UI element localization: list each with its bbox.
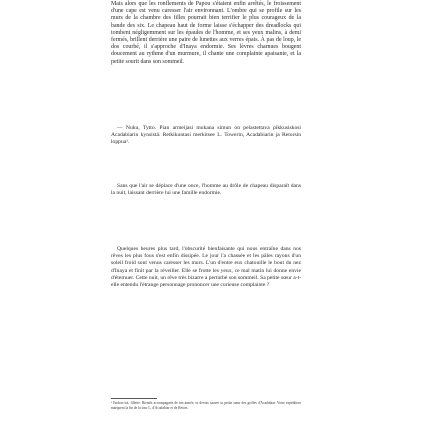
paragraph-text: — Nuku, Tytto. Pian armeijasi mukana simun on pelastettava pikkusiskosi Acadabiarin kynsistä. Retkikuntasi merkitsee L. Towerin, Acadabiarin ja Retorsin loppua¹. (111, 125, 301, 146)
paragraph-text: Sans que l'air se déplace d'une once, l'homme au drôle de chapeau disparaît dans la nuit, laissant derrière lui une famille endormie. (111, 183, 301, 197)
paragraph-opening (111, 1, 301, 66)
footnote-divider (111, 398, 157, 399)
paragraph-disappearance (111, 183, 301, 197)
paragraph-text: Mais alors que les ronflements de Papou s'étaient enfin arrêtés, le froissement d'une cape est venu caresser l'air environnant. L'ombre qui se profile sur les murs de la chambre des filles pourrait bien terrifier le plus courageux de la bande des six. Le chapeau haut de forme laisse s'échapper des dreadlocks qui tombent négligemment sur les épaules de l'homme, et ses yeux malins, à demi fermés, brillent derrière une paire de lunettes aux verres épais. À pas de loup, le dos courbé, il s'approche d'Inaya endormie. Ses lèvres charnues bougent doucement au rythme d'un murmure, il chante une complainte apaisante, et la petite sourit dans son sommeil. (111, 1, 301, 65)
paragraph-text: Quelques heures plus tard, l'obscurité bienfaisante qui nous entraîne dans nos rêves les plus fous s'est enfin dissipée. Le jour l'a chassée et les pâles rayons d'un soleil froid sont venus caresser les murs. L'un d'entre eux chatouille le bout du nez d'Inaya et finit par la réveiller. Elle se frotte les yeux, ce mal matin lui donne envie d'éternuer. Cette nuit, un rêve très bizarre a perturbé son sommeil. Sa petite sœur a-t-elle entendu l'étrange personnage prononcer une curieuse complainte ? (111, 246, 301, 289)
footnote: ¹ Endors-toi, fillette. Bientôt accompagnée de ton armée, tu devras sauver ta petite sœur des griffes d'Acadabiar. Votre expédition marquera la fin de la tour L, d'Acadabiar et de Retors. (111, 401, 301, 410)
paragraph-dialogue (111, 125, 301, 147)
paragraph-morning (111, 246, 301, 289)
